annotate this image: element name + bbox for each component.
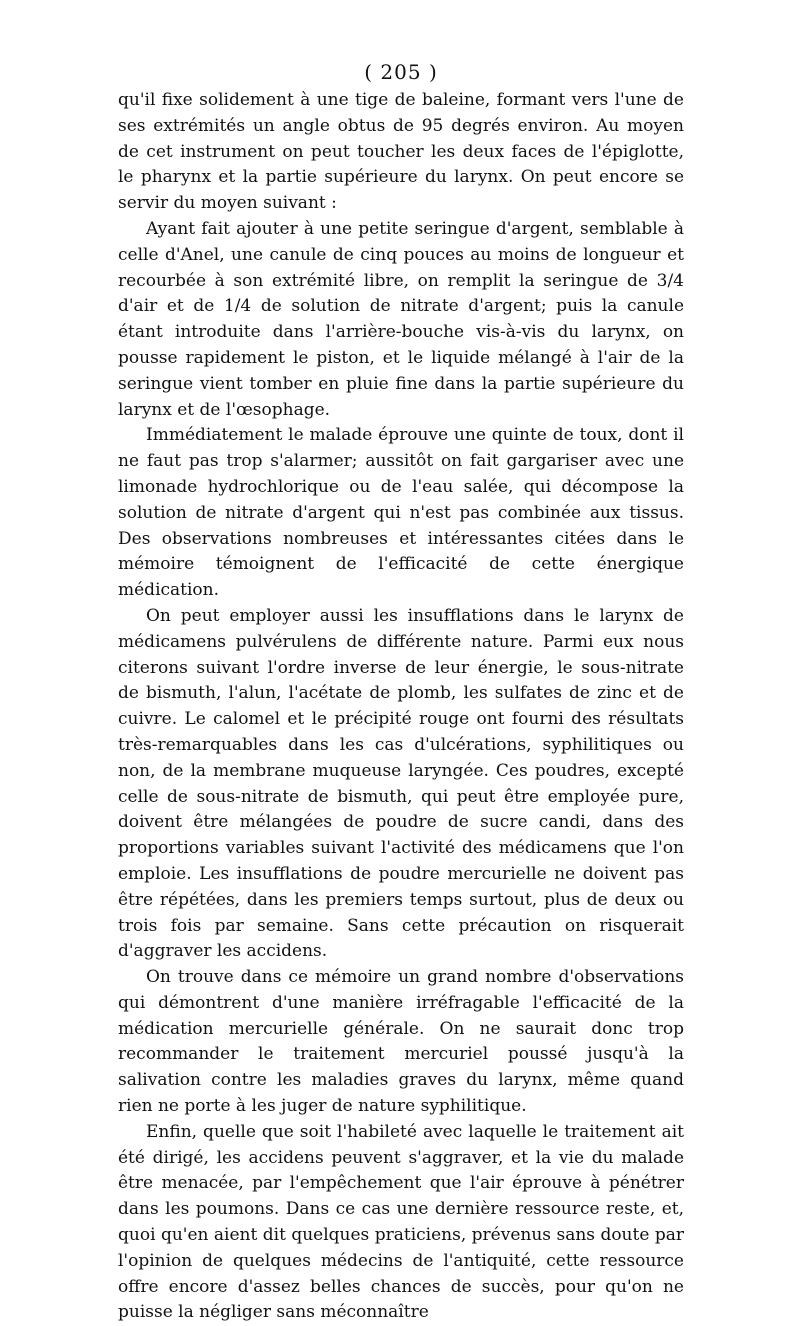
page-number: ( 205 ): [364, 60, 438, 84]
paragraph-conclusion: Enfin, quelle que soit l'habileté avec laquelle le traitement ait été dirigé, les accidens peuvent s'aggraver, et la vie du malade être menacée, par l'empêchement que l'air éprouve à pénétrer dans les poumons. Dans ce cas une dernière ressource reste, et, quoi qu'en aient dit quelques praticiens, prévenus sans doute par l'opinion de quelques médecins de l'antiquité, cette ressource offre encore d'assez belles chances de succès, pour qu'on ne puisse la négliger sans méconnaître: [118, 1121, 684, 1323]
paragraph-mercurial: On trouve dans ce mémoire un grand nombre d'observations qui démontrent d'une manière irréfragable l'efficacité de la médication mercurielle générale. On ne saurait donc trop recommander le traitement mercuriel poussé jusqu'à la salivation contre les maladies graves du larynx, même quand rien ne porte à les juger de nature syphilitique.: [118, 967, 684, 1117]
paragraph-cough: Immédiatement le malade éprouve une quinte de toux, dont il ne faut pas trop s'alarmer; aussitôt on fait gargariser avec une limonade hydrochlorique ou de l'eau salée, qui décompose la solution de nitrate d'argent qui n'est pas combinée aux tissus. Des observations nombreuses et intéressantes citées dans le mémoire témoignent de l'efficacité de cette énergique médication.: [118, 425, 684, 601]
paragraph-continuation: qu'il fixe solidement à une tige de baleine, formant vers l'une de ses extrémités un angle obtus de 95 degrés environ. Au moyen de cet instrument on peut toucher les deux faces de l'épiglotte, le pharynx et la partie supérieure du larynx. On peut encore se servir du moyen suivant :: [118, 90, 684, 214]
book-page: [118, 58, 684, 1326]
paragraph-syringe: Ayant fait ajouter à une petite seringue d'argent, semblable à celle d'Anel, une canule de cinq pouces au moins de longueur et recourbée à son extrémité libre, on remplit la seringue de 3/4 d'air et de 1/4 de solution de nitrate d'argent; puis la canule étant introduite dans l'arrière-bouche vis-à-vis du larynx, on pousse rapidement le piston, et le liquide mélangé à l'air de la seringue vient tomber en pluie fine dans la partie supérieure du larynx et de l'œsophage.: [118, 218, 684, 420]
paragraph-insufflations: On peut employer aussi les insufflations dans le larynx de médicamens pulvérulens de différente nature. Parmi eux nous citerons suivant l'ordre inverse de leur énergie, le sous-nitrate de bismuth, l'alun, l'acétate de plomb, les sulfates de zinc et de cuivre. Le calomel et le précipité rouge ont fourni des résultats très-remarquables dans les cas d'ulcérations, syphilitiques ou non, de la membrane muqueuse laryngée. Ces poudres, excepté celle de sous-nitrate de bismuth, qui peut être employée pure, doivent être mélangées de poudre de sucre candi, dans des proportions variables suivant l'activité des médicamens que l'on emploie. Les insufflations de poudre mercurielle ne doivent pas être répétées, dans les premiers temps surtout, plus de deux ou trois fois par semaine. Sans cette précaution on risquerait d'aggraver les accidens.: [118, 605, 684, 962]
